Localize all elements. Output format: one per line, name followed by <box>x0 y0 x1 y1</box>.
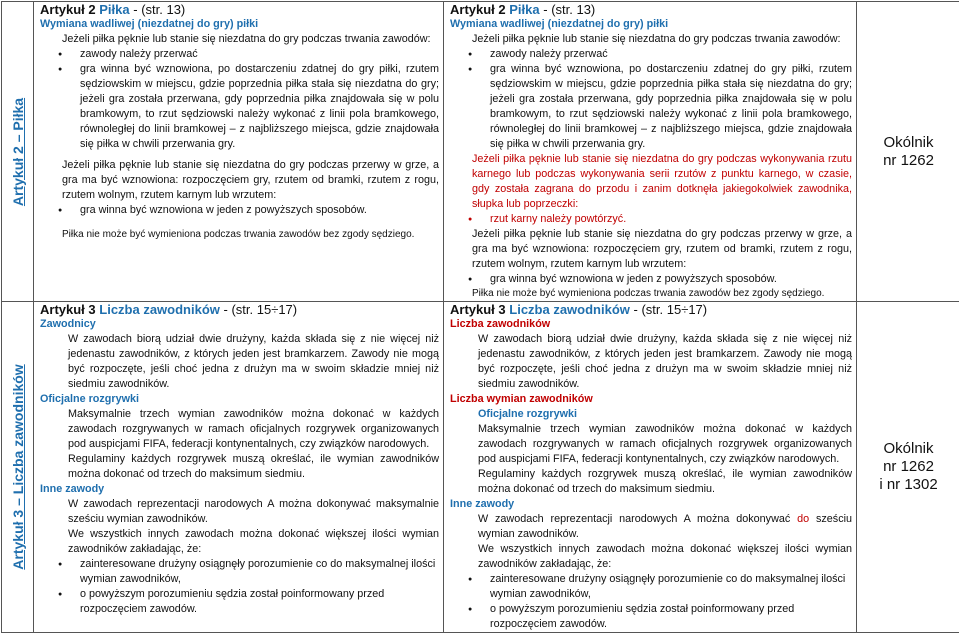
paragraph: Jeżeli piłka pęknie lub stanie się niezdatna do gry podczas trwania zawodów: <box>450 32 852 47</box>
comparison-table <box>1 1 959 633</box>
bullet-item: ● gra winna być wznowiona w jeden z powyższych sposobów. <box>450 272 852 287</box>
row-article-2 <box>2 2 959 302</box>
side-label-article-3: Artykuł 3 – Liczba zawodników <box>10 364 26 569</box>
bullet-item: ● zainteresowane drużyny osiągnęły porozumienie co do maksymalnej ilości wymian zawodników, <box>450 572 852 602</box>
note-cell-article-2 <box>857 2 959 302</box>
article-heading <box>450 302 852 317</box>
section-heading-red: Liczba zawodników <box>450 317 852 332</box>
text-span: W zawodach reprezentacji narodowych A można dokonywać <box>478 513 790 525</box>
article-name: Liczba zawodników <box>99 302 220 317</box>
section-heading: Oficjalne rozgrywki <box>40 392 439 407</box>
old-text-cell-article-2 <box>34 2 444 302</box>
paragraph: We wszystkich innych zawodach można dokonać większej ilości wymian zawodników zakładając, że: <box>40 527 439 557</box>
paragraph: Jeżeli piłka pęknie lub stanie się niezdatna do gry podczas przerwy w grze, a gra ma być wznowiona: rozpoczęciem gry, rzutem od bramki, rzutem z rogu, rzutem wolnym, rzutem karnym lub wrzutem: <box>450 227 852 272</box>
article-number: Artykuł 2 <box>450 2 506 17</box>
bullet-item: ● o powyższym porozumieniu sędzia został poinformowany przed rozpoczęciem zawodów. <box>450 602 852 632</box>
bullet-item: ● zawody należy przerwać <box>40 47 439 62</box>
bullet-item: ● o powyższym porozumieniu sędzia został poinformowany przed rozpoczęciem zawodów. <box>40 587 439 617</box>
paragraph: Piłka nie może być wymieniona podczas trwania zawodów bez zgody sędziego. <box>450 287 852 301</box>
section-heading: Zawodnicy <box>40 317 439 332</box>
section-heading: Oficjalne rozgrywki <box>450 407 852 422</box>
section-heading: Wymiana wadliwej (niezdatnej do gry) piłki <box>450 17 852 32</box>
paragraph: Jeżeli piłka pęknie lub stanie się niezdatna do gry podczas trwania zawodów: <box>40 32 439 47</box>
paragraph: We wszystkich innych zawodach można dokonać większej ilości wymian zawodników zakładając, że: <box>450 542 852 572</box>
article-heading <box>450 2 852 17</box>
row-article-3 <box>2 302 959 633</box>
article-heading <box>40 2 439 17</box>
side-label-article-2: Artykuł 2 – Piłka <box>10 97 26 205</box>
paragraph: W zawodach reprezentacji narodowych A można dokonywać maksymalnie sześciu wymian zawodników. <box>40 497 439 527</box>
bullet-item: ● gra winna być wznowiona, po dostarczeniu zdatnej do gry piłki, rzutem sędziowskim w miejscu, gdzie poprzednia piłka stała się niezdatna do gry; jeżeli gra została przerwana, gdy poprzednia piłka znajdowała się w polu bramkowym, to rzut sędziowski należy wykonać z linii pola bramkowego, równoległej do linii bramkowej – z najbliższego miejsca, gdzie znajdowała się piłka w chwili przerwania gry. <box>40 62 439 152</box>
paragraph: W zawodach biorą udział dwie drużyny, każda składa się z nie więcej niż jedenastu zawodników, z których jeden jest bramkarzem. Zawody nie mogą być rozpoczęte, jeśli choć jedna z drużyn ma w swoim składzie mniej niż siedmiu zawodników. <box>450 332 852 392</box>
text-span-red: do <box>797 513 809 525</box>
bullet-item: ● zawody należy przerwać <box>450 47 852 62</box>
bullet-item: ● zainteresowane drużyny osiągnęły porozumienie co do maksymalnej ilości wymian zawodników, <box>40 557 439 587</box>
note-cell-article-3 <box>857 302 959 633</box>
article-page: - (str. 13) <box>133 2 185 17</box>
article-name: Liczba zawodników <box>509 302 630 317</box>
article-page: - (str. 15÷17) <box>634 302 708 317</box>
text-span: sześciu wymian zawodników. <box>478 513 852 540</box>
section-heading: Inne zawody <box>40 482 439 497</box>
paragraph: Maksymalnie trzech wymian zawodników można dokonać w każdych zawodach rozgrywanych w ramach oficjalnych rozgrywek organizowanych pod auspicjami FIFA, federacji kontynentalnych, czy związków narodowych. <box>40 407 439 452</box>
bullet-item-red: ● rzut karny należy powtórzyć. <box>450 212 852 227</box>
new-text-cell-article-2 <box>444 2 857 302</box>
article-number: Artykuł 3 <box>40 302 96 317</box>
article-page: - (str. 13) <box>543 2 595 17</box>
paragraph: Jeżeli piłka pęknie lub stanie się niezdatna do gry podczas przerwy w grze, a gra ma być wznowiona: rozpoczęciem gry, rzutem od bramki, rzutem z rogu, rzutem wolnym, rzutem karnym lub wrzutem: <box>40 158 439 203</box>
circular-reference: Okólnik nr 1262 <box>857 134 959 170</box>
paragraph: Regulaminy każdych rozgrywek muszą określać, ile wymian zawodników można dokonać od trzech do maksimum siedmiu. <box>450 467 852 497</box>
section-heading: Inne zawody <box>450 497 852 512</box>
article-name: Piłka <box>99 2 129 17</box>
paragraph <box>450 512 852 542</box>
article-name: Piłka <box>509 2 539 17</box>
circular-reference: Okólnik nr 1262 i nr 1302 <box>857 440 959 494</box>
article-number: Artykuł 2 <box>40 2 96 17</box>
article-page: - (str. 15÷17) <box>224 302 298 317</box>
paragraph: Piłka nie może być wymieniona podczas trwania zawodów bez zgody sędziego. <box>40 228 439 242</box>
side-cell-article-2 <box>2 2 34 302</box>
article-heading <box>40 302 439 317</box>
old-text-cell-article-3 <box>34 302 444 633</box>
paragraph: Regulaminy każdych rozgrywek muszą określać, ile wymian zawodników można dokonać od trzech do maksimum siedmiu. <box>40 452 439 482</box>
article-number: Artykuł 3 <box>450 302 506 317</box>
bullet-item: ● gra winna być wznowiona w jeden z powyższych sposobów. <box>40 203 439 218</box>
section-heading: Wymiana wadliwej (niezdatnej do gry) piłki <box>40 17 439 32</box>
new-text-cell-article-3 <box>444 302 857 633</box>
paragraph: W zawodach biorą udział dwie drużyny, każda składa się z nie więcej niż jedenastu zawodników, z których jeden jest bramkarzem. Zawody nie mogą być rozpoczęte, jeśli choć jedna z drużyn ma w swoim składzie mniej niż siedmiu zawodników. <box>40 332 439 392</box>
paragraph-red: Jeżeli piłka pęknie lub stanie się niezdatna do gry podczas wykonywania rzutu karnego lub podczas wykonywania serii rzutów z punktu karnego, w czasie, gdy została zagrana do przodu i zanim dotknęła jakiegokolwiek zawodnika, słupka lub poprzeczki: <box>450 152 852 212</box>
side-cell-article-3 <box>2 302 34 633</box>
bullet-item: ● gra winna być wznowiona, po dostarczeniu zdatnej do gry piłki, rzutem sędziowskim w miejscu, gdzie poprzednia piłka stała się niezdatna do gry; jeżeli gra została przerwana, gdy poprzednia piłka znajdowała się w polu bramkowym, to rzut sędziowski należy wykonać z linii pola bramkowego, równoległej do linii bramkowej – z najbliższego miejsca, gdzie znajdowała się piłka w chwili przerwania gry. <box>450 62 852 152</box>
section-heading-red: Liczba wymian zawodników <box>450 392 852 407</box>
paragraph: Maksymalnie trzech wymian zawodników można dokonać w każdych zawodach rozgrywanych w ramach oficjalnych rozgrywek organizowanych pod auspicjami FIFA, federacji kontynentalnych, czy związków narodowych. <box>450 422 852 467</box>
